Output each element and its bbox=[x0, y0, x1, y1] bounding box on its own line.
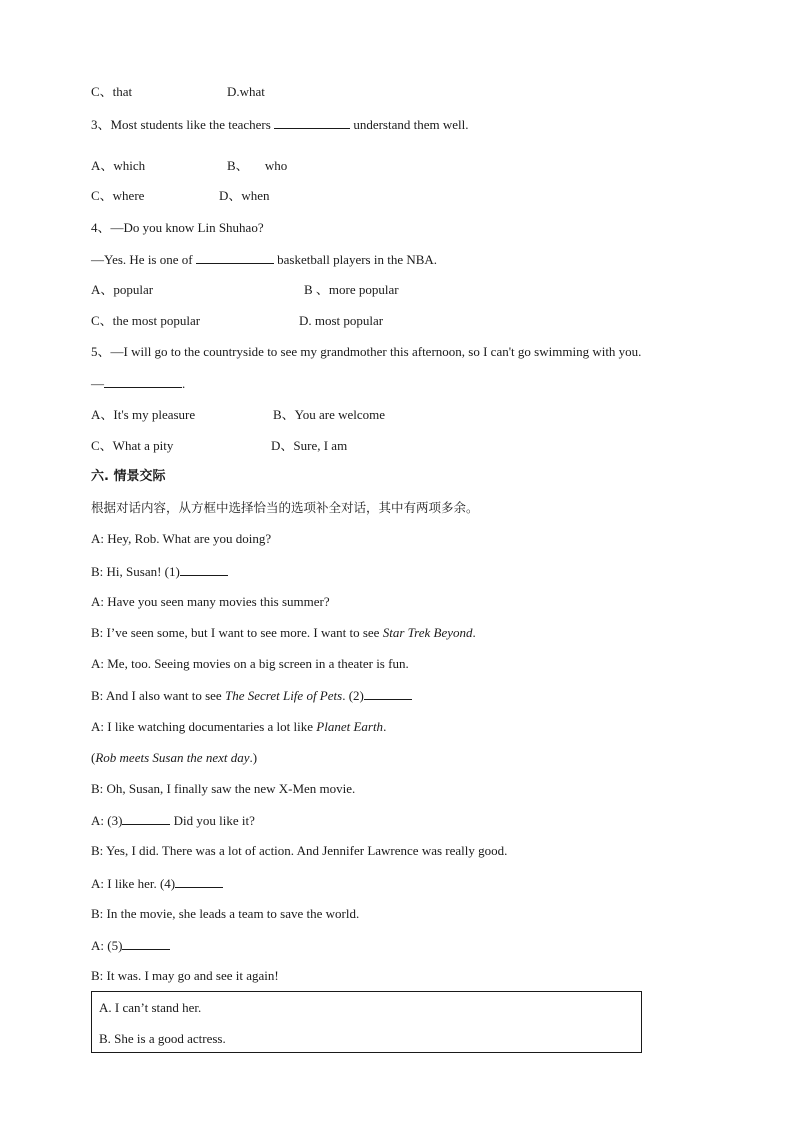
dialogue-line-11: B: Yes, I did. There was a lot of action. And Jennifer Lawrence was really good. bbox=[91, 843, 508, 858]
q5-option-b: B、You are welcome bbox=[273, 407, 386, 422]
stage-direction bbox=[91, 750, 257, 766]
q4-line2-after: basketball players in the NBA. bbox=[273, 252, 438, 267]
stage-direction-open: ( bbox=[91, 750, 96, 765]
q5-line2-prefix: — bbox=[91, 376, 104, 391]
dialogue-line-4-text: B: I’ve seen some, but I want to see more. I want to see bbox=[91, 625, 383, 640]
dialogue-line-6 bbox=[91, 687, 412, 704]
q5-line1: 5、—I will go to the countryside to see my grandmother this afternoon, so I can't go swimming with you. bbox=[91, 344, 642, 359]
dialogue-line-6-text: B: And I also want to see bbox=[91, 688, 225, 703]
q5-option-d: D、Sure, I am bbox=[271, 438, 348, 453]
dialogue-line-14 bbox=[91, 937, 170, 954]
q5-line2 bbox=[91, 375, 185, 392]
movie-title-secret-life-of-pets: The Secret Life of Pets bbox=[224, 688, 343, 703]
section-6-instruction: 根据对话内容，从方框中选择恰当的选项补全对话，其中有两项多余。 bbox=[91, 500, 479, 515]
stage-direction-close: .) bbox=[249, 750, 258, 765]
movie-title-star-trek: Star Trek Beyond bbox=[382, 625, 473, 640]
dialogue-line-7-end: . bbox=[383, 719, 387, 734]
q3-answer-blank[interactable] bbox=[274, 116, 350, 129]
q5-line2-suffix: . bbox=[182, 376, 186, 391]
dialogue-line-10 bbox=[91, 812, 255, 829]
dialogue-line-9: B: Oh, Susan, I finally saw the new X-Men movie. bbox=[91, 781, 356, 796]
q4-option-a: A、popular bbox=[91, 282, 154, 297]
section-6-heading: 六. 情景交际 bbox=[91, 469, 166, 484]
dialogue-line-7-text: A: I like watching documentaries a lot like bbox=[91, 719, 317, 734]
q4-option-d: D. most popular bbox=[299, 313, 384, 328]
dialogue-line-4 bbox=[91, 625, 476, 641]
dialogue-line-4-end: . bbox=[472, 625, 476, 640]
q3-option-d: D、when bbox=[219, 188, 270, 203]
dialogue-line-5: A: Me, too. Seeing movies on a big screen in a theater is fun. bbox=[91, 656, 409, 671]
q4-line1: 4、—Do you know Lin Shuhao? bbox=[91, 220, 264, 235]
q3-stem-after: understand them well. bbox=[350, 117, 469, 132]
q4-option-b: B 、more popular bbox=[304, 282, 399, 297]
dialogue-line-15: B: It was. I may go and see it again! bbox=[91, 968, 279, 983]
q5-option-a: A、It's my pleasure bbox=[91, 407, 196, 422]
choice-b: B. She is a good actress. bbox=[99, 1031, 226, 1046]
q3-option-b: B、 who bbox=[227, 158, 288, 173]
q4-line2-before: —Yes. He is one of bbox=[91, 252, 196, 267]
q5-answer-blank[interactable] bbox=[104, 375, 182, 388]
dialogue-blank-2[interactable] bbox=[364, 687, 412, 700]
q3-option-a: A、which bbox=[91, 158, 146, 173]
dialogue-line-10-text: A: (3) bbox=[91, 813, 123, 828]
dialogue-line-14-text: A: (5) bbox=[91, 938, 123, 953]
dialogue-blank-4[interactable] bbox=[175, 875, 223, 888]
dialogue-line-6-end: . (2) bbox=[342, 688, 364, 703]
q2-option-d: D.what bbox=[227, 84, 265, 99]
q3-stem-before: 3、Most students like the teachers bbox=[91, 117, 275, 132]
dialogue-blank-3[interactable] bbox=[122, 812, 170, 825]
dialogue-line-2 bbox=[91, 563, 228, 580]
dialogue-blank-5[interactable] bbox=[122, 937, 170, 950]
q3-stem bbox=[91, 116, 468, 133]
dialogue-line-10-end: Did you like it? bbox=[170, 813, 255, 828]
stage-direction-text: Rob meets Susan the next day bbox=[95, 750, 250, 765]
dialogue-line-7 bbox=[91, 719, 386, 735]
dialogue-line-13: B: In the movie, she leads a team to save the world. bbox=[91, 906, 360, 921]
documentary-title-planet-earth: Planet Earth bbox=[316, 719, 384, 734]
q4-option-c: C、the most popular bbox=[91, 313, 201, 328]
dialogue-line-12 bbox=[91, 875, 223, 892]
q2-option-c: C、that bbox=[91, 84, 133, 99]
choice-a: A. I can’t stand her. bbox=[99, 1000, 202, 1015]
dialogue-line-1: A: Hey, Rob. What are you doing? bbox=[91, 531, 272, 546]
dialogue-line-2-text: B: Hi, Susan! (1) bbox=[91, 564, 180, 579]
dialogue-line-12-text: A: I like her. (4) bbox=[91, 876, 176, 891]
dialogue-blank-1[interactable] bbox=[180, 563, 228, 576]
q5-option-c: C、What a pity bbox=[91, 438, 174, 453]
choices-box bbox=[91, 991, 642, 1053]
q3-option-c: C、where bbox=[91, 188, 145, 203]
q4-line2 bbox=[91, 251, 437, 268]
dialogue-line-3: A: Have you seen many movies this summer? bbox=[91, 594, 330, 609]
q4-answer-blank[interactable] bbox=[196, 251, 274, 264]
